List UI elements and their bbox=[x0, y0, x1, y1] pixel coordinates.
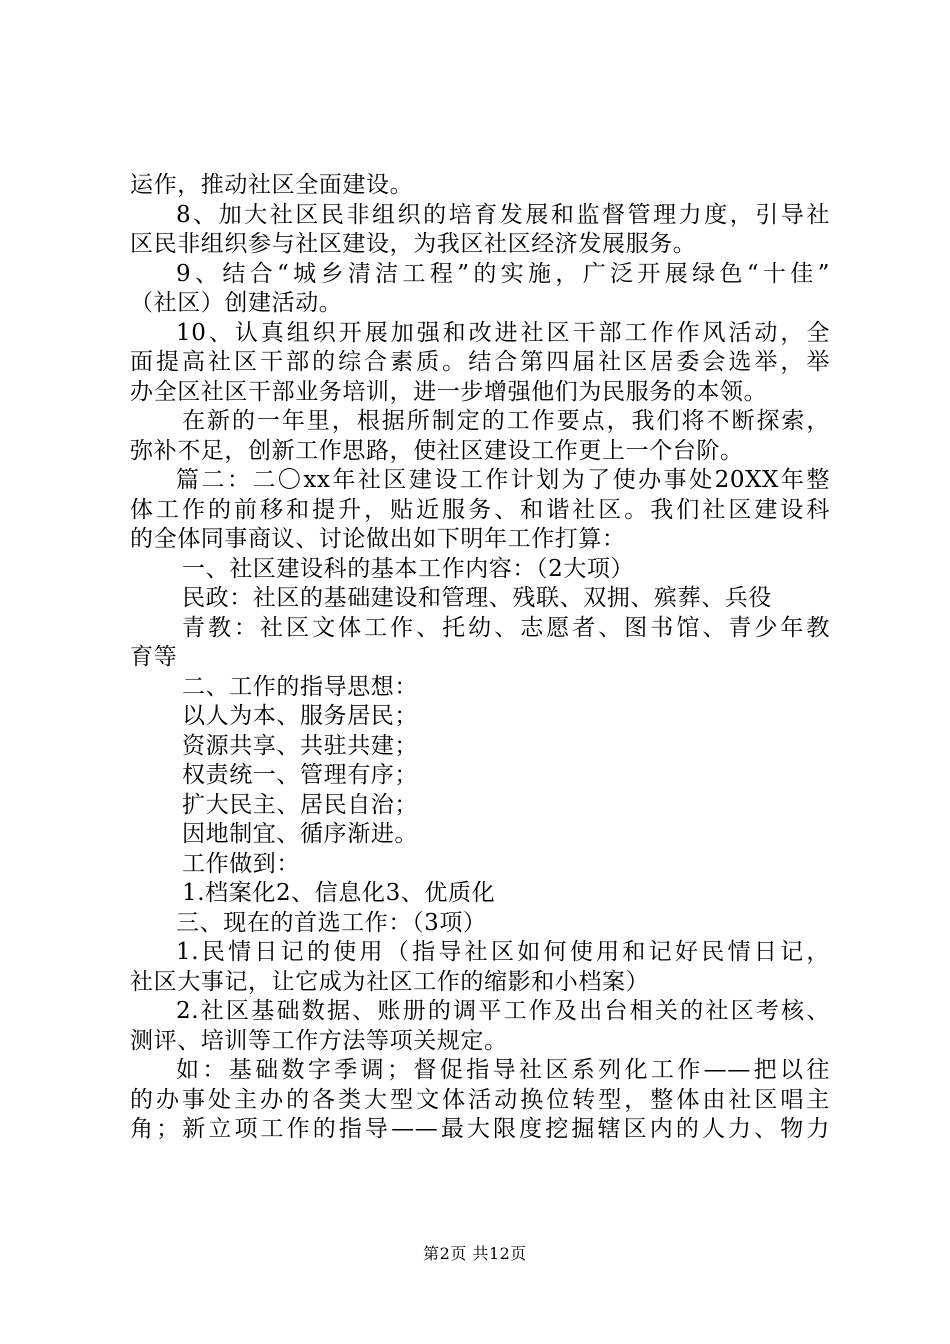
text-line: 篇二：二〇xx年社区建设工作计划为了使办事处20XX年整 bbox=[176, 467, 830, 493]
text-line: 扩大民主、居民自治； bbox=[182, 791, 418, 818]
text-line: 权责统一、管理有序； bbox=[182, 762, 418, 788]
text-line: 10、认真组织开展加强和改进社区干部工作作风活动，全 bbox=[176, 319, 830, 346]
text-line: 工作做到： bbox=[182, 850, 300, 877]
text-line: 因地制宜、循序渐进。 bbox=[182, 821, 418, 847]
text-line: 区民非组织参与社区建设，为我区社区经济发展服务。 bbox=[130, 231, 697, 257]
text-line: 青教：社区文体工作、托幼、志愿者、图书馆、青少年教 bbox=[182, 614, 830, 641]
text-line: 体工作的前移和提升，贴近服务、和谐社区。我们社区建设科 bbox=[130, 496, 830, 523]
page-number-label: 第2页 共12页 bbox=[423, 1244, 527, 1263]
text-line: 角；新立项工作的指导——最大限度挖掘辖区内的人力、物力 bbox=[130, 1116, 830, 1142]
text-line: 资源共享、共驻共建； bbox=[182, 732, 418, 759]
document-body bbox=[130, 171, 830, 1145]
page-footer bbox=[0, 1244, 950, 1264]
text-line: 测评、培训等工作方法等项关规定。 bbox=[130, 1027, 508, 1054]
text-line: 9、结合“城乡清洁工程”的实施，广泛开展绿色“十佳” bbox=[176, 260, 830, 287]
text-line: 2.社区基础数据、账册的调平工作及出台相关的社区考核、 bbox=[176, 998, 830, 1024]
text-line: 的全体同事商议、讨论做出如下明年工作打算： bbox=[130, 526, 626, 552]
text-line: 民政：社区的基础建设和管理、残联、双拥、殡葬、兵役 bbox=[182, 585, 772, 611]
text-line: 运作，推动社区全面建设。 bbox=[130, 172, 414, 198]
text-line: 一、社区建设科的基本工作内容：（2大项） bbox=[182, 555, 635, 582]
text-line: 社区大事记，让它成为社区工作的缩影和小档案） bbox=[130, 968, 650, 995]
text-line: 在新的一年里，根据所制定的工作要点，我们将不断探索， bbox=[182, 408, 830, 434]
text-line: 三、现在的首选工作：（3项） bbox=[176, 909, 487, 936]
text-line: 办全区社区干部业务培训，进一步增强他们为民服务的本领。 bbox=[130, 378, 768, 405]
text-line: 二、工作的指导思想： bbox=[182, 673, 418, 700]
text-line: 1.档案化2、信息化3、优质化 bbox=[182, 880, 496, 906]
text-line: 弥补不足，创新工作思路，使社区建设工作更上一个台阶。 bbox=[130, 437, 744, 464]
text-line: 面提高社区干部的综合素质。结合第四届社区居委会选举，举 bbox=[130, 349, 830, 375]
text-line: （社区）创建活动。 bbox=[130, 290, 343, 316]
text-line: 以人为本、服务居民； bbox=[182, 703, 418, 729]
text-line: 1.民情日记的使用（指导社区如何使用和记好民情日记， bbox=[176, 939, 830, 965]
text-line: 8、加大社区民非组织的培育发展和监督管理力度，引导社 bbox=[176, 201, 830, 228]
text-line: 如：基础数字季调；督促指导社区系列化工作——把以往 bbox=[176, 1057, 830, 1083]
text-line: 的办事处主办的各类大型文体活动换位转型，整体由社区唱主 bbox=[130, 1086, 830, 1113]
text-line: 育等 bbox=[130, 644, 178, 670]
